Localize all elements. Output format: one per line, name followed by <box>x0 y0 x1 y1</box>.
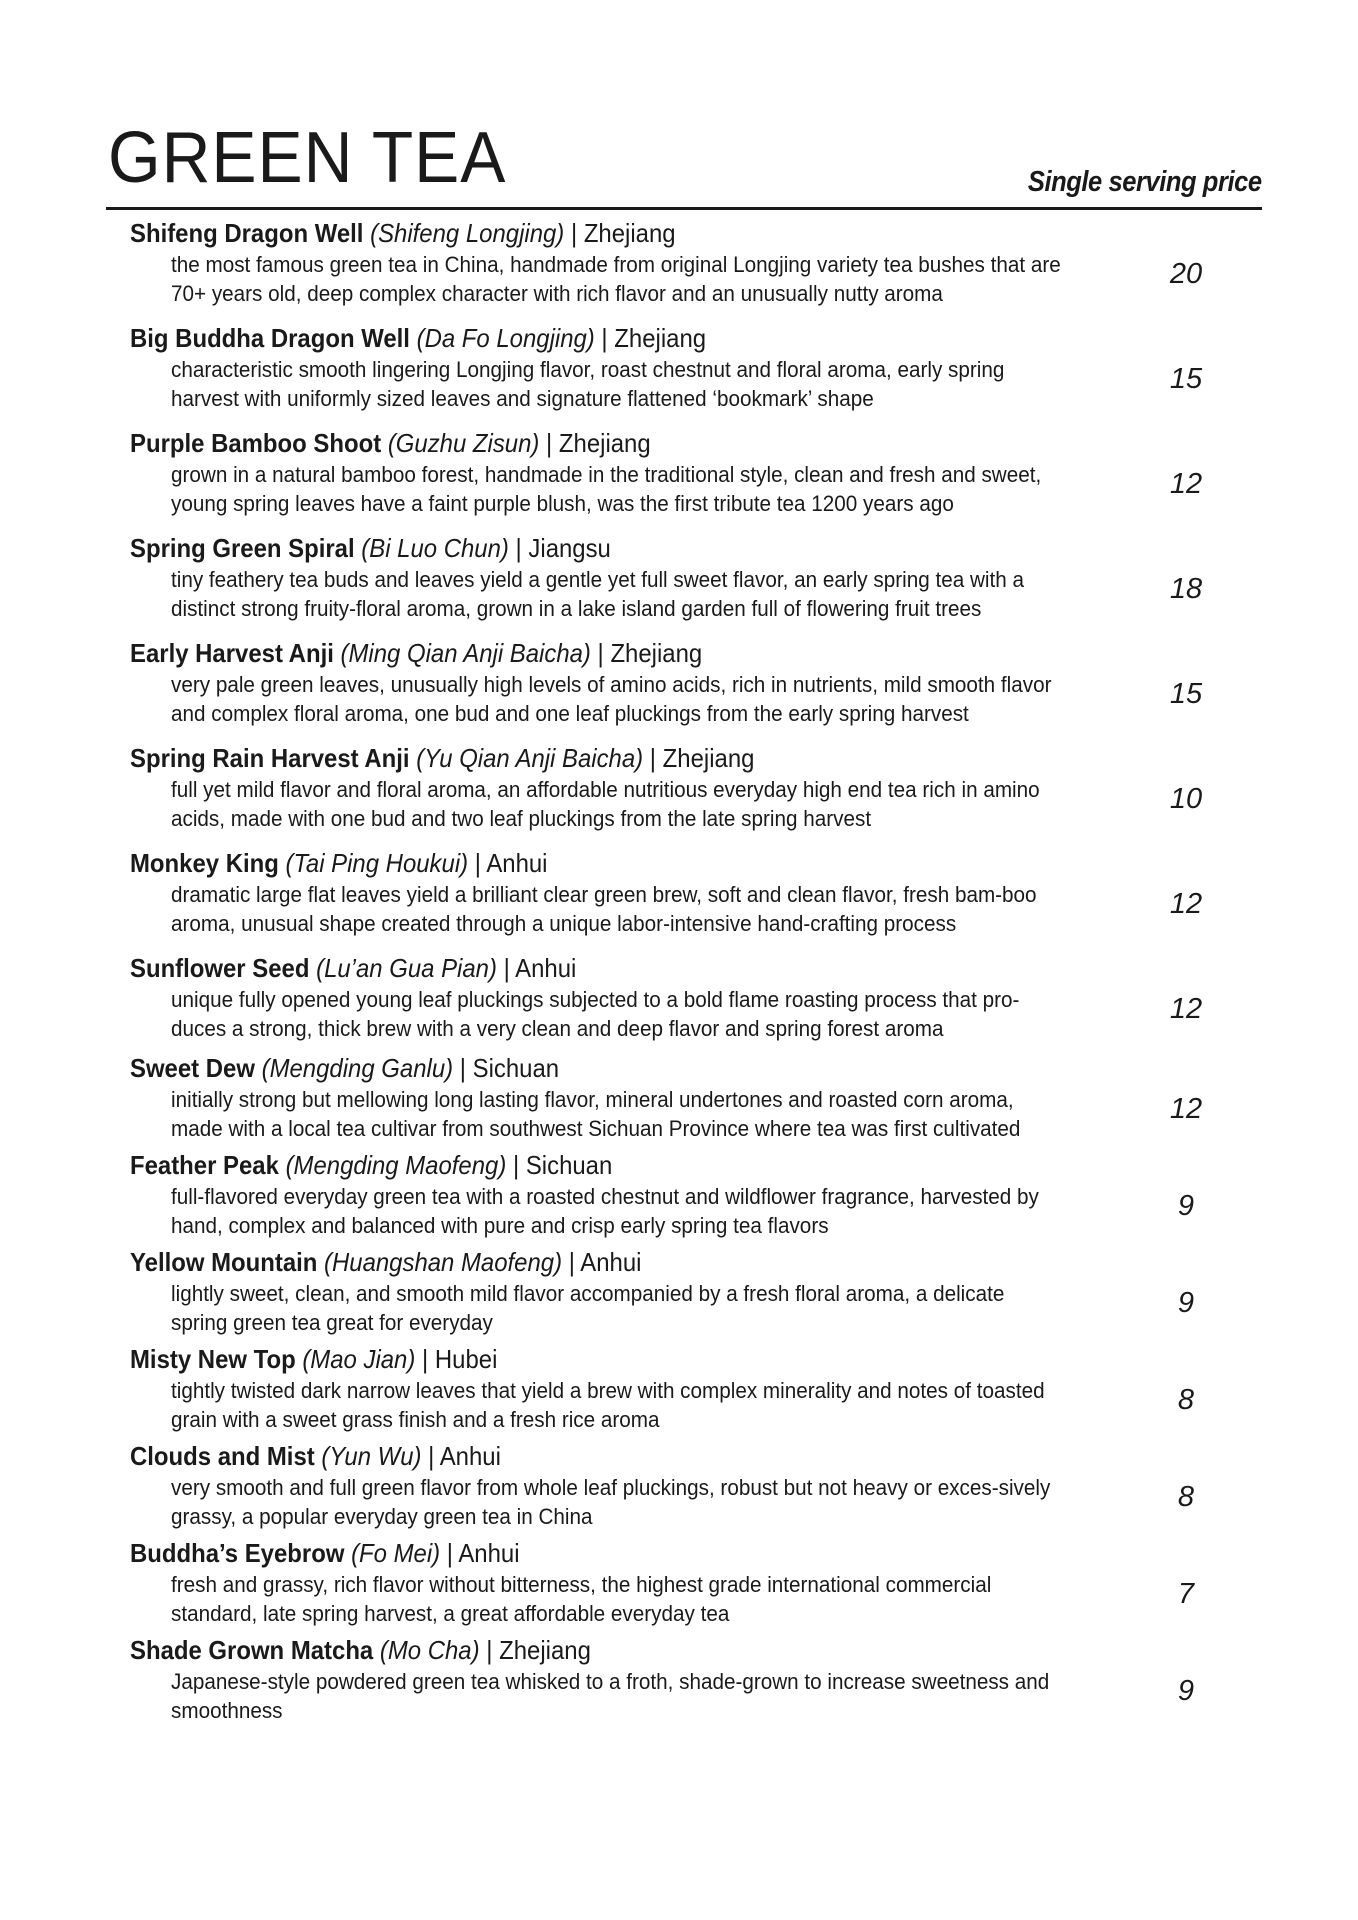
tea-description: the most famous green tea in China, handmade from original Longjing variety tea bushes that are 70+ years old, deep complex character with rich flavor and an unusually nutty aroma <box>171 252 1061 306</box>
tea-description: fresh and grassy, rich flavor without bitterness, the highest grade international commercial standard, late spring harvest, a great affordable everyday tea <box>171 1572 992 1626</box>
tea-origin: Jiangsu <box>528 533 611 563</box>
tea-chinese-name: (Ming Qian Anji Baicha) <box>340 638 591 668</box>
tea-price: 9 <box>1177 1190 1195 1222</box>
tea-name: Purple Bamboo Shoot <box>130 428 382 458</box>
tea-name: Sunflower Seed <box>130 953 310 983</box>
tea-description: tiny feathery tea buds and leaves yield a gentle yet full sweet flavor, an early spring tea with a distinct strong fruity-floral aroma, grown in a lake island garden full of flowering fruit trees <box>171 567 1024 621</box>
origin-separator: | <box>421 1344 429 1374</box>
tea-item <box>130 321 1240 413</box>
tea-title-line <box>130 426 1151 460</box>
tea-title-line <box>130 1633 1151 1667</box>
tea-chinese-name: (Mengding Maofeng) <box>285 1150 507 1180</box>
tea-description: very pale green leaves, unusually high levels of amino acids, rich in nutrients, mild smooth flavor and complex floral aroma, one bud and one leaf pluckings from the early spring harvest <box>171 672 1052 726</box>
tea-chinese-name: (Lu’an Gua Pian) <box>316 953 497 983</box>
tea-title-line <box>130 1051 1151 1085</box>
tea-name: Monkey King <box>130 848 279 878</box>
tea-chinese-name: (Huangshan Maofeng) <box>324 1247 563 1277</box>
tea-chinese-name: (Da Fo Longjing) <box>416 323 595 353</box>
tea-item <box>130 1633 1240 1725</box>
tea-title-line <box>130 846 1151 880</box>
origin-separator: | <box>570 218 578 248</box>
tea-title-line <box>130 216 1151 250</box>
tea-name: Sweet Dew <box>130 1053 255 1083</box>
origin-separator: | <box>649 743 657 773</box>
tea-origin: Zhejiang <box>499 1635 591 1665</box>
origin-separator: | <box>459 1053 466 1083</box>
tea-price: 12 <box>1169 1093 1203 1125</box>
tea-chinese-name: (Mengding Ganlu) <box>261 1053 454 1083</box>
tea-price: 8 <box>1177 1384 1195 1416</box>
tea-origin: Zhejiang <box>610 638 703 668</box>
tea-description: very smooth and full green flavor from whole leaf pluckings, robust but not heavy or exces-sively grassy, a popular everyday green tea in China <box>171 1475 1051 1529</box>
tea-description: characteristic smooth lingering Longjing flavor, roast chestnut and floral aroma, early spring harvest with uniformly sized leaves and signature flattened ‘bookmark’ shape <box>171 357 1005 411</box>
tea-title-line <box>130 531 1151 565</box>
tea-item <box>130 531 1240 623</box>
tea-description: full-flavored everyday green tea with a roasted chestnut and wildflower fragrance, harvested by hand, complex and balanced with pure and crisp early spring tea flavors <box>171 1184 1039 1238</box>
tea-description: full yet mild flavor and floral aroma, an affordable nutritious everyday high end tea rich in amino acids, made with one bud and two leaf pluckings from the late spring harvest <box>171 777 1040 831</box>
tea-chinese-name: (Mo Cha) <box>379 1635 480 1665</box>
tea-chinese-name: (Guzhu Zisun) <box>387 428 540 458</box>
tea-description: grown in a natural bamboo forest, handmade in the traditional style, clean and fresh and sweet, young spring leaves have a faint purple blush, was the first tribute tea 1200 years ago <box>171 462 1042 516</box>
tea-name: Spring Green Spiral <box>130 533 355 563</box>
origin-separator: | <box>515 533 522 563</box>
tea-price: 18 <box>1169 573 1203 605</box>
tea-name: Yellow Mountain <box>130 1247 318 1277</box>
tea-price: 7 <box>1177 1578 1195 1610</box>
tea-title-line <box>130 1342 1151 1376</box>
tea-item <box>130 741 1240 833</box>
tea-price: 20 <box>1169 258 1203 290</box>
origin-separator: | <box>512 1150 520 1180</box>
tea-item <box>130 846 1240 938</box>
tea-name: Early Harvest Anji <box>130 638 334 668</box>
tea-description: Japanese-style powdered green tea whisked to a froth, shade-grown to increase sweetness and smoothness <box>171 1669 1050 1723</box>
tea-origin: Zhejiang <box>583 218 676 248</box>
origin-separator: | <box>428 1441 435 1471</box>
tea-origin: Anhui <box>439 1441 501 1471</box>
tea-title-line <box>130 321 1151 355</box>
origin-separator: | <box>446 1538 454 1568</box>
tea-origin: Anhui <box>515 953 577 983</box>
tea-price: 12 <box>1169 468 1203 500</box>
tea-chinese-name: (Tai Ping Houkui) <box>285 848 469 878</box>
tea-origin: Anhui <box>580 1247 642 1277</box>
tea-chinese-name: (Shifeng Longjing) <box>370 218 565 248</box>
price-column-label: Single serving price <box>1028 166 1262 198</box>
tea-description: initially strong but mellowing long lasting flavor, mineral undertones and roasted corn aroma, made with a local tea cultivar from southwest Sichuan Province where tea was first cultivated <box>171 1087 1021 1141</box>
tea-item <box>130 1536 1240 1628</box>
tea-chinese-name: (Bi Luo Chun) <box>361 533 509 563</box>
tea-item <box>130 1342 1240 1434</box>
tea-name: Buddha’s Eyebrow <box>130 1538 345 1568</box>
tea-price: 9 <box>1177 1675 1195 1707</box>
tea-description: unique fully opened young leaf pluckings subjected to a bold flame roasting process that pro-duces a strong, thick brew with a very clean and deep flavor and spring forest aroma <box>171 987 1020 1041</box>
tea-item <box>130 951 1240 1043</box>
header-divider <box>106 207 1262 210</box>
tea-item <box>130 1051 1240 1143</box>
tea-item <box>130 426 1240 518</box>
origin-separator: | <box>568 1247 575 1277</box>
tea-price: 10 <box>1169 783 1203 815</box>
tea-description: tightly twisted dark narrow leaves that yield a brew with complex minerality and notes of toasted grain with a sweet grass finish and a fresh rice aroma <box>171 1378 1045 1432</box>
tea-origin: Hubei <box>434 1344 498 1374</box>
tea-origin: Zhejiang <box>614 323 707 353</box>
tea-name: Spring Rain Harvest Anji <box>130 743 410 773</box>
tea-item <box>130 216 1240 308</box>
tea-title-line <box>130 951 1151 985</box>
tea-chinese-name: (Yu Qian Anji Baicha) <box>416 743 644 773</box>
tea-origin: Sichuan <box>525 1150 613 1180</box>
page-title: GREEN TEA <box>108 118 507 198</box>
tea-title-line <box>130 1245 1151 1279</box>
tea-title-line <box>130 1148 1151 1182</box>
tea-chinese-name: (Mao Jian) <box>302 1344 416 1374</box>
tea-origin: Anhui <box>486 848 548 878</box>
menu-header <box>106 118 1262 210</box>
origin-separator: | <box>503 953 510 983</box>
origin-separator: | <box>486 1635 493 1665</box>
tea-item <box>130 636 1240 728</box>
origin-separator: | <box>546 428 553 458</box>
tea-price: 12 <box>1169 993 1203 1025</box>
tea-title-line <box>130 1439 1151 1473</box>
tea-price: 9 <box>1177 1287 1195 1319</box>
origin-separator: | <box>474 848 481 878</box>
origin-separator: | <box>597 638 604 668</box>
tea-name: Clouds and Mist <box>130 1441 315 1471</box>
tea-name: Big Buddha Dragon Well <box>130 323 410 353</box>
tea-name: Shade Grown Matcha <box>130 1635 374 1665</box>
origin-separator: | <box>601 323 608 353</box>
tea-name: Feather Peak <box>130 1150 279 1180</box>
tea-title-line <box>130 636 1151 670</box>
tea-name: Misty New Top <box>130 1344 296 1374</box>
tea-name: Shifeng Dragon Well <box>130 218 364 248</box>
tea-price: 12 <box>1169 888 1203 920</box>
tea-description: dramatic large flat leaves yield a brilliant clear green brew, soft and clean flavor, fresh bam-boo aroma, unusual shape created through a unique labor-intensive hand-crafting process <box>171 882 1037 936</box>
tea-price: 15 <box>1169 363 1203 395</box>
tea-chinese-name: (Fo Mei) <box>351 1538 441 1568</box>
tea-origin: Sichuan <box>472 1053 560 1083</box>
tea-origin: Anhui <box>458 1538 520 1568</box>
tea-price: 8 <box>1177 1481 1195 1513</box>
tea-origin: Zhejiang <box>662 743 755 773</box>
tea-item <box>130 1148 1240 1240</box>
tea-title-line <box>130 741 1151 775</box>
tea-price: 15 <box>1169 678 1203 710</box>
tea-item <box>130 1245 1240 1337</box>
tea-item <box>130 1439 1240 1531</box>
tea-chinese-name: (Yun Wu) <box>321 1441 422 1471</box>
tea-title-line <box>130 1536 1151 1570</box>
tea-origin: Zhejiang <box>558 428 651 458</box>
tea-description: lightly sweet, clean, and smooth mild flavor accompanied by a fresh floral aroma, a delicate spring green tea great for everyday <box>171 1281 1005 1335</box>
